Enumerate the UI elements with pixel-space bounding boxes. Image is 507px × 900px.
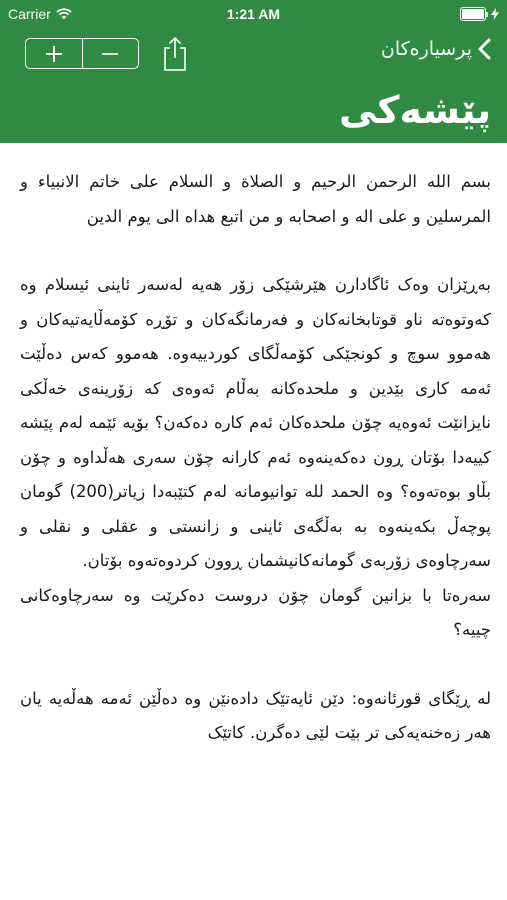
increase-font-button[interactable] — [26, 39, 82, 68]
back-button-label: پرسیارەکان — [380, 38, 472, 60]
status-time: 1:21 AM — [226, 6, 281, 22]
status-bar — [0, 0, 507, 28]
decrease-font-button[interactable] — [82, 39, 139, 68]
share-button[interactable] — [160, 36, 190, 72]
minus-icon — [101, 45, 119, 63]
page-title: پێشەکی — [338, 88, 491, 132]
paragraph: لە ڕێگای قورئانەوە: دێن ئایەتێک دادەنێن وە دەڵێن ئەمە هەڵەیە یان هەر زەخنەیەکی تر بێت لێی دەگرن. کاتێک — [20, 688, 491, 742]
share-icon — [160, 36, 190, 72]
battery-icon — [460, 7, 499, 21]
back-button[interactable] — [381, 38, 491, 60]
navigation-bar — [0, 28, 507, 143]
charging-bolt-icon — [491, 8, 499, 20]
paragraph: بەڕێزان وەک ئاگادارن هێرشێکی زۆر هەیە لەسەر ئاینی ئیسلام وە کەوتوەتە ناو قوتابخانەکان و فەرمانگەکان و تۆڕە کۆمەڵایەتیەکان و هەموو سوچ و کونجێکی کۆمەڵگای کوردییەوە. هەموو کەس دەڵێت ئەمە کاری بێدین و ملحدەکانە بەڵام ئەوەی کە زۆرینەی خەڵکی نایزانێت ئەوەیە چۆن ملحدەکان ئەم کارە دەکەن؟ بۆیە ئێمە لەم پێشە کییەدا بۆتان ڕون دەکەینەوە ئەم کارانە چۆن سەری هەڵداوە و چۆن بڵاو بوەتەوە؟ وە الحمد لله توانیومانە لەم کتێبەدا زیاتر(200) گومان پوچەڵ بکەینەوە بە بەڵگەی ئاینی و زانستی و عقلی و نقلی و سەرچاوەی زۆربەی گومانەکانیشمان ڕوون کردوەتەوە بۆتان. سەرەتا با بزانین گومان چۆن دروست دەکرێت وە سەرچاوەکانی چییە؟ — [20, 275, 491, 639]
carrier-label: Carrier — [8, 6, 51, 22]
font-size-stepper[interactable] — [25, 38, 139, 69]
battery-fill — [462, 9, 484, 19]
plus-icon — [45, 45, 63, 63]
article-content[interactable] — [0, 143, 507, 900]
chevron-left-icon — [478, 38, 491, 60]
paragraph: بسم الله الرحمن الرحيم و الصلاة و السلام على خاتم الانبياء و المرسلين و على اله و اصحابه و من اتبع هداه الى يوم الدين — [20, 172, 491, 226]
